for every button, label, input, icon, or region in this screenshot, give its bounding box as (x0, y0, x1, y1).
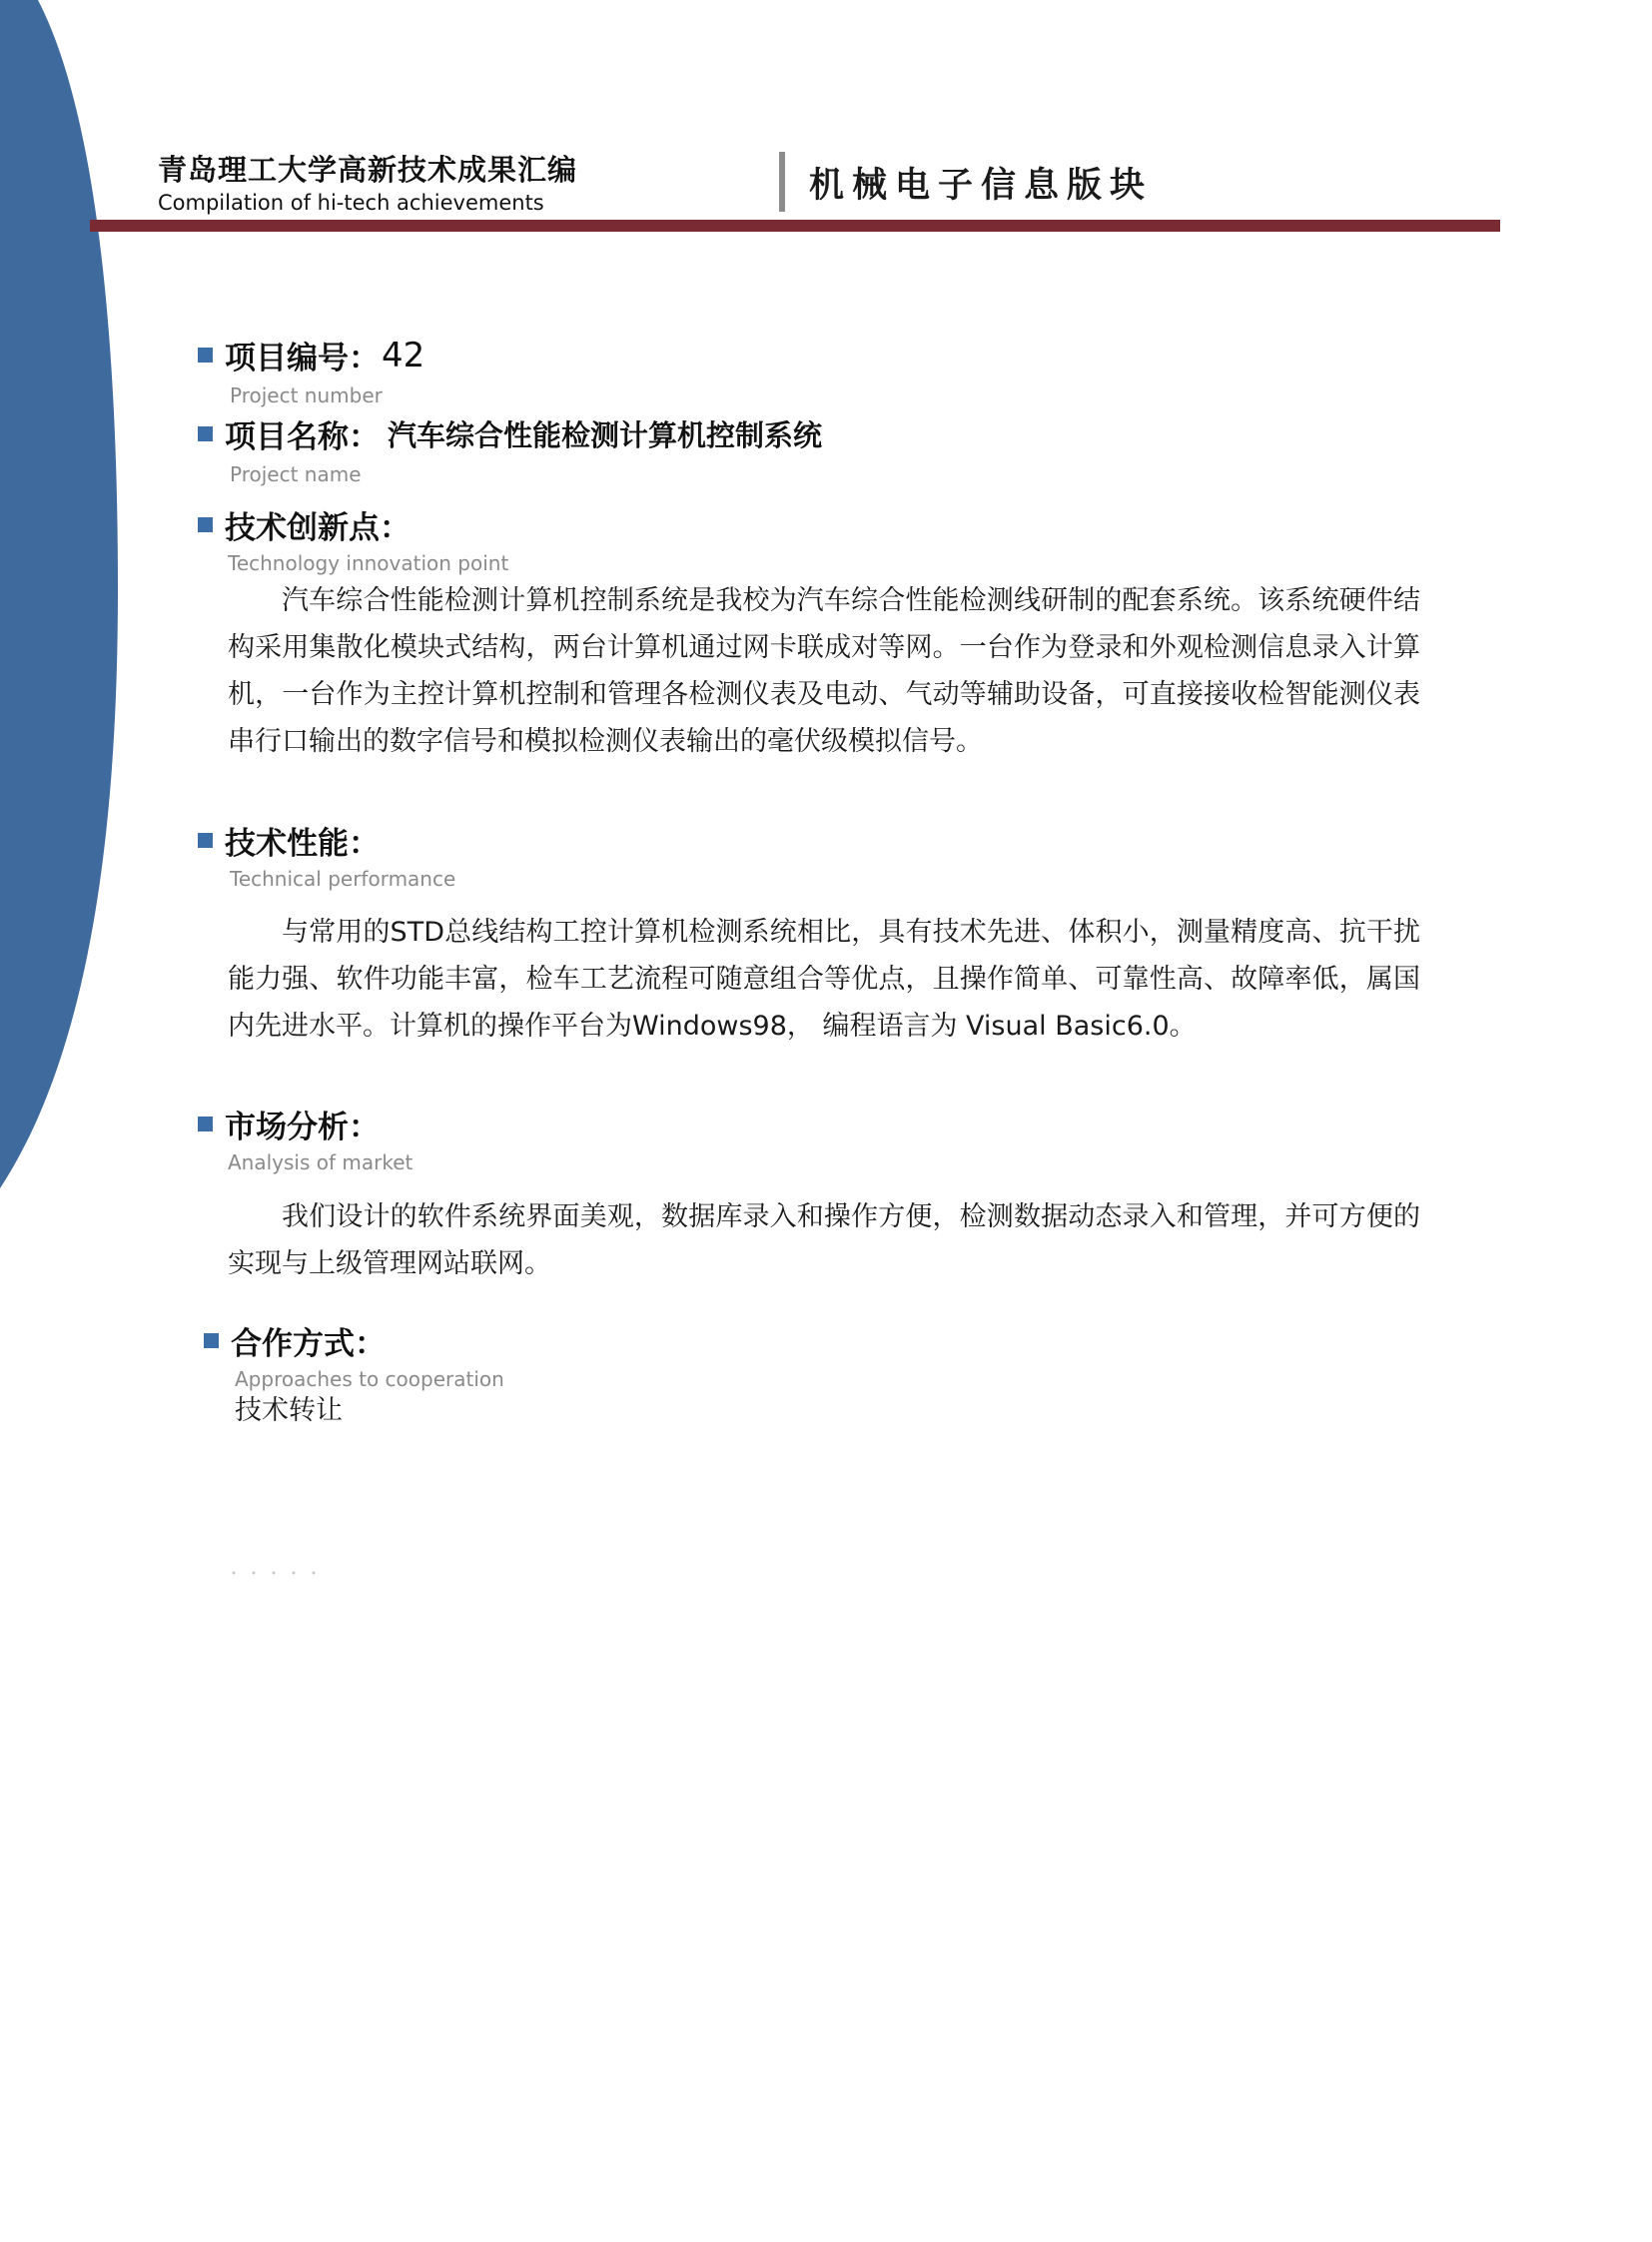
header-rule (90, 220, 1500, 232)
faint-page-marks (230, 1570, 360, 1576)
market-entry (198, 1102, 413, 1174)
market-paragraph: 我们设计的软件系统界面美观，数据库录入和操作方便，检测数据动态录入和管理，并可方便的实现与上级管理网站联网。 (228, 1201, 1420, 1279)
cooperation-text: 技术转让 (235, 1395, 343, 1426)
project-number-label: 项目编号： (225, 341, 380, 376)
project-number-entry (198, 333, 424, 407)
innovation-label: 技术创新点： (225, 510, 411, 546)
performance-english: Technical performance (230, 867, 456, 891)
header-section-title: 机械电子信息版块 (809, 165, 1154, 206)
header-divider (779, 152, 785, 212)
project-number-english: Project number (230, 383, 383, 407)
bullet-square-icon (198, 348, 213, 363)
performance-paragraph: 与常用的STD总线结构工控计算机检测系统相比，具有技术先进、体积小，测量精度高、抗干扰能力强、软件功能丰富，检车工艺流程可随意组合等优点，且操作简单、可靠性高、故障率低，属国内先进水平。计算机的操作平台为Windows98， 编程语言为 Visual Basic6.0。 (228, 917, 1420, 1042)
bullet-square-icon (198, 1117, 213, 1131)
bullet-square-icon (198, 426, 213, 441)
performance-label: 技术性能： (225, 826, 380, 862)
bullet-square-icon (198, 517, 213, 532)
header-subtitle: Compilation of hi-tech achievements (158, 191, 544, 215)
cooperation-english: Approaches to cooperation (235, 1367, 504, 1391)
market-english: Analysis of market (228, 1150, 413, 1174)
project-name-value: 汽车综合性能检测计算机控制系统 (388, 418, 823, 452)
project-name-english: Project name (230, 462, 362, 486)
header-brand (158, 152, 577, 216)
cooperation-entry (204, 1318, 504, 1391)
project-name-entry (198, 411, 822, 486)
cooperation-label: 合作方式： (231, 1326, 386, 1362)
bullet-square-icon (204, 1333, 219, 1348)
innovation-english: Technology innovation point (228, 551, 509, 575)
innovation-entry (198, 502, 508, 575)
innovation-paragraph: 汽车综合性能检测计算机控制系统是我校为汽车综合性能检测线研制的配套系统。该系统硬件结构采用集散化模块式结构，两台计算机通过网卡联成对等网。一台作为登录和外观检测信息录入计算机，一台作为主控计算机控制和管理各检测仪表及电动、气动等辅助设备，可直接接收检智能测仪表串行口输出的数字信号和模拟检测仪表输出的毫伏级模拟信号。 (228, 585, 1420, 757)
bullet-square-icon (198, 833, 213, 848)
performance-entry (198, 818, 455, 891)
project-number-value: 42 (382, 335, 425, 375)
header-title: 青岛理工大学高新技术成果汇编 (158, 153, 578, 187)
project-name-label: 项目名称： (225, 419, 380, 455)
decorative-side-arc (0, 0, 130, 1198)
market-label: 市场分析： (225, 1110, 380, 1145)
